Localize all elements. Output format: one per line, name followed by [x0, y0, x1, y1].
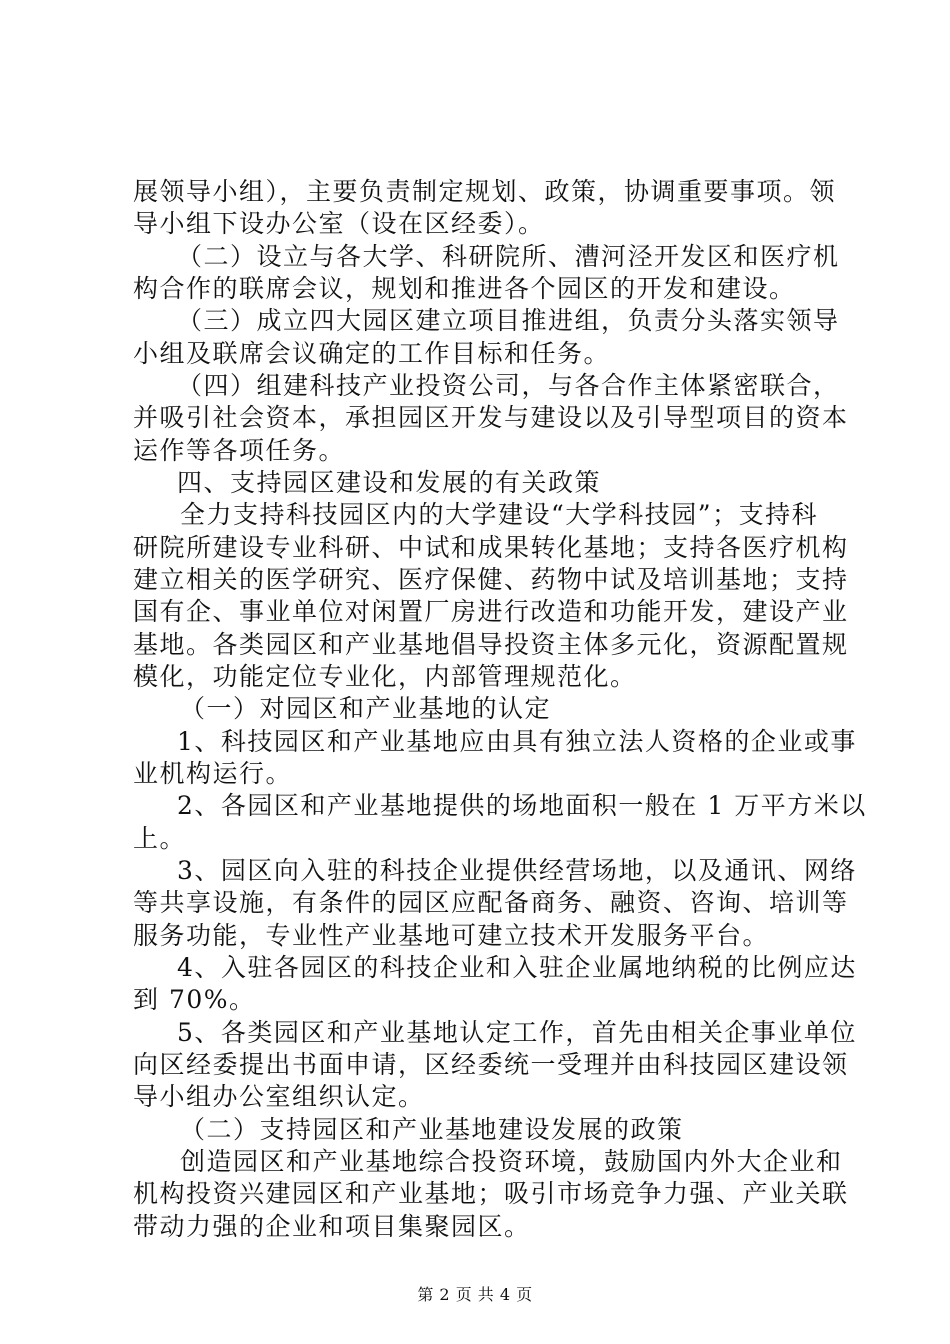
text-line: 展领导小组），主要负责制定规划、政策，协调重要事项。领 — [133, 177, 837, 206]
text-line: 等共享设施，有条件的园区应配备商务、融资、咨询、培训等 — [133, 888, 849, 917]
text-line: 导小组办公室组织认定。 — [133, 1082, 425, 1111]
text-line: 5、各类园区和产业基地认定工作，首先由相关企事业单位 — [177, 1018, 857, 1047]
text-line: 到 70%。 — [133, 985, 256, 1014]
subsection-heading: （一）对园区和产业基地的认定 — [180, 694, 552, 723]
text-line: 服务功能，专业性产业基地可建立技术开发服务平台。 — [133, 921, 770, 950]
text-line: 建立相关的医学研究、医疗保健、药物中试及培训基地；支持 — [133, 565, 849, 594]
text-line: 并吸引社会资本，承担园区开发与建设以及引导型项目的资本 — [133, 403, 849, 432]
text-line: 带动力强的企业和项目集聚园区。 — [133, 1212, 531, 1241]
text-line: （二）设立与各大学、科研院所、漕河泾开发区和医疗机 — [177, 242, 840, 271]
text-line: 国有企、事业单位对闲置厂房进行改造和功能开发，建设产业 — [133, 597, 849, 626]
text-line: 研院所建设专业科研、中试和成果转化基地；支持各医疗机构 — [133, 533, 849, 562]
text-line: 构合作的联席会议，规划和推进各个园区的开发和建设。 — [133, 274, 796, 303]
text-line: （三）成立四大园区建立项目推进组，负责分头落实领导 — [177, 306, 840, 335]
text-line: 模化，功能定位专业化，内部管理规范化。 — [133, 662, 637, 691]
text-line: 创造园区和产业基地综合投资环境，鼓励国内外大企业和 — [180, 1147, 843, 1176]
text-line: （四）组建科技产业投资公司，与各合作主体紧密联合， — [177, 371, 840, 400]
text-line: 业机构运行。 — [133, 759, 293, 788]
text-line: 4、入驻各园区的科技企业和入驻企业属地纳税的比例应达 — [177, 953, 857, 982]
text-line: 1、科技园区和产业基地应由具有独立法人资格的企业或事 — [177, 727, 857, 756]
text-line: 运作等各项任务。 — [133, 436, 346, 465]
text-line: 基地。各类园区和产业基地倡导投资主体多元化，资源配置规 — [133, 630, 849, 659]
section-heading: 四、支持园区建设和发展的有关政策 — [177, 468, 602, 497]
text-line: 3、园区向入驻的科技企业提供经营场地，以及通讯、网络 — [177, 856, 857, 885]
text-line: 上。 — [133, 824, 187, 853]
text-line: 导小组下设办公室（设在区经委）。 — [133, 209, 545, 238]
text-line: 向区经委提出书面申请，区经委统一受理并由科技园区建设领 — [133, 1050, 849, 1079]
text-line: 小组及联席会议确定的工作目标和任务。 — [133, 339, 611, 368]
text-line: 2、各园区和产业基地提供的场地面积一般在 1 万平方米以 — [177, 791, 867, 820]
text-line: 机构投资兴建园区和产业基地；吸引市场竞争力强、产业关联 — [133, 1179, 849, 1208]
page-number-footer: 第 2 页 共 4 页 — [417, 1285, 533, 1304]
subsection-heading: （二）支持园区和产业基地建设发展的政策 — [180, 1115, 684, 1144]
text-line: 全力支持科技园区内的大学建设“大学科技园”；支持科 — [180, 500, 819, 529]
